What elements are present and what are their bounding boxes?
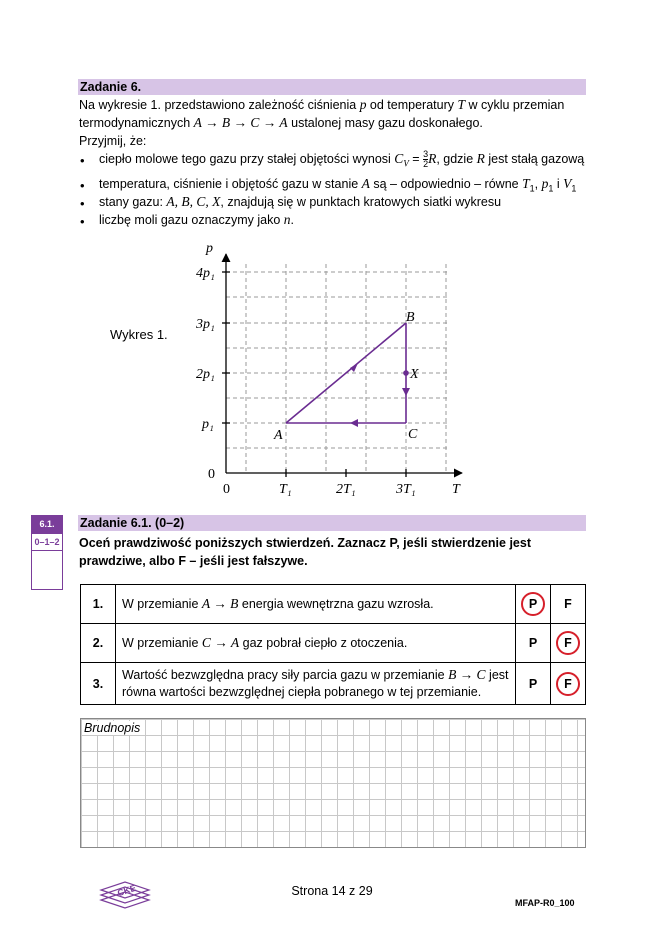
bullet-states: stany gazu: A, B, C, X, znajdują się w punktach kratowych siatki wykresu — [99, 194, 502, 209]
bullet-icon: • — [80, 214, 85, 229]
x-axis-label: T — [452, 482, 460, 497]
point-a-label: A — [274, 428, 283, 443]
y-tick-label: 2p₁ — [196, 367, 215, 382]
task-title: Zadanie 6. — [78, 79, 586, 95]
row-number: 1. — [81, 585, 116, 624]
x-tick-label: 0 — [223, 482, 230, 497]
selected-mark — [556, 672, 580, 696]
row-number: 2. — [81, 624, 116, 663]
score-box — [31, 533, 63, 590]
point-x-dot — [403, 370, 409, 376]
y-tick-label: p₁ — [202, 417, 214, 432]
document-code: MFAP-R0_100 — [515, 898, 575, 908]
bullet-state-a: temperatura, ciśnienie i objętość gazu w stanie A są – odpowiednio – równe $T_1$, $p_1$ i $V_1$ — [99, 176, 577, 194]
assume-text: Przyjmij, że: — [79, 134, 147, 148]
bullet-moles: liczbę moli gazu oznaczymy jako n. — [99, 212, 295, 227]
y-tick-label: 4p₁ — [196, 266, 215, 281]
table-row — [81, 585, 586, 624]
x-tick-label: T₁ — [279, 482, 292, 497]
x-tick-label: 2T₁ — [336, 482, 356, 497]
point-b-label: B — [406, 310, 415, 325]
option-f[interactable]: F — [551, 624, 586, 663]
arrow-ca — [350, 419, 358, 427]
arrow-bc — [402, 388, 410, 396]
option-f[interactable]: F — [551, 585, 586, 624]
tf-table — [80, 584, 586, 705]
svg-text:CKE: CKE — [116, 882, 138, 899]
bullet-heat-capacity: ciepło molowe tego gazu przy stałej objętości wynosi $C_V = \frac{3}{2}R$, gdzie R jest stałą gazową — [99, 149, 585, 170]
subtask-title: Zadanie 6.1. (0–2) — [78, 515, 586, 531]
row-number: 3. — [81, 663, 116, 705]
point-c-label: C — [408, 427, 418, 442]
selected-mark — [521, 592, 545, 616]
task-intro: Na wykresie 1. przedstawiono zależność ciśnienia p od temperatury T w cyklu przemian termodynamicznych A → B → C → A ustalonej masy gazu doskonałego. Przyjmij, że: — [79, 97, 565, 148]
bullet-icon: • — [80, 153, 85, 168]
statement-text: W przemianie C → A gaz pobrał ciepło z otoczenia. — [116, 624, 516, 663]
page-number: Strona 14 z 29 — [291, 884, 373, 898]
y-tick-label: 3p₁ — [196, 317, 215, 332]
table-row — [81, 624, 586, 663]
selected-mark — [556, 631, 580, 655]
subtask-badge: 6.1. — [31, 515, 63, 533]
bullet-icon: • — [80, 196, 85, 211]
scratch-area[interactable] — [80, 718, 586, 848]
arrow-ab — [350, 363, 358, 372]
statement-text: W przemianie A → B energia wewnętrzna gazu wzrosła. — [116, 585, 516, 624]
scratch-label: Brudnopis — [84, 721, 143, 735]
bullet-icon: • — [80, 178, 85, 193]
subtask-instruction: Oceń prawdziwość poniższych stwierdzeń. Zaznacz P, jeśli stwierdzenie jest prawdziwe, albo F – jeśli jest fałszywe. — [79, 536, 531, 568]
statement-text: Wartość bezwzględna pracy siły parcia gazu w przemianie B → C jest równa wartości bezwzględnej ciepła pobranego w tej przemianie. — [116, 663, 516, 705]
score-scale: 0–1–2 — [32, 534, 62, 551]
option-p[interactable]: P — [516, 663, 551, 705]
table-row — [81, 663, 586, 705]
point-x-label: X — [410, 367, 419, 382]
graph-caption: Wykres 1. — [110, 327, 168, 342]
option-p[interactable]: P — [516, 624, 551, 663]
option-f[interactable]: F — [551, 663, 586, 705]
x-tick-label: 3T₁ — [396, 482, 416, 497]
y-axis-label: p — [206, 241, 213, 256]
option-p[interactable]: P — [516, 585, 551, 624]
y-tick-label: 0 — [208, 467, 215, 482]
pT-graph — [190, 236, 480, 498]
